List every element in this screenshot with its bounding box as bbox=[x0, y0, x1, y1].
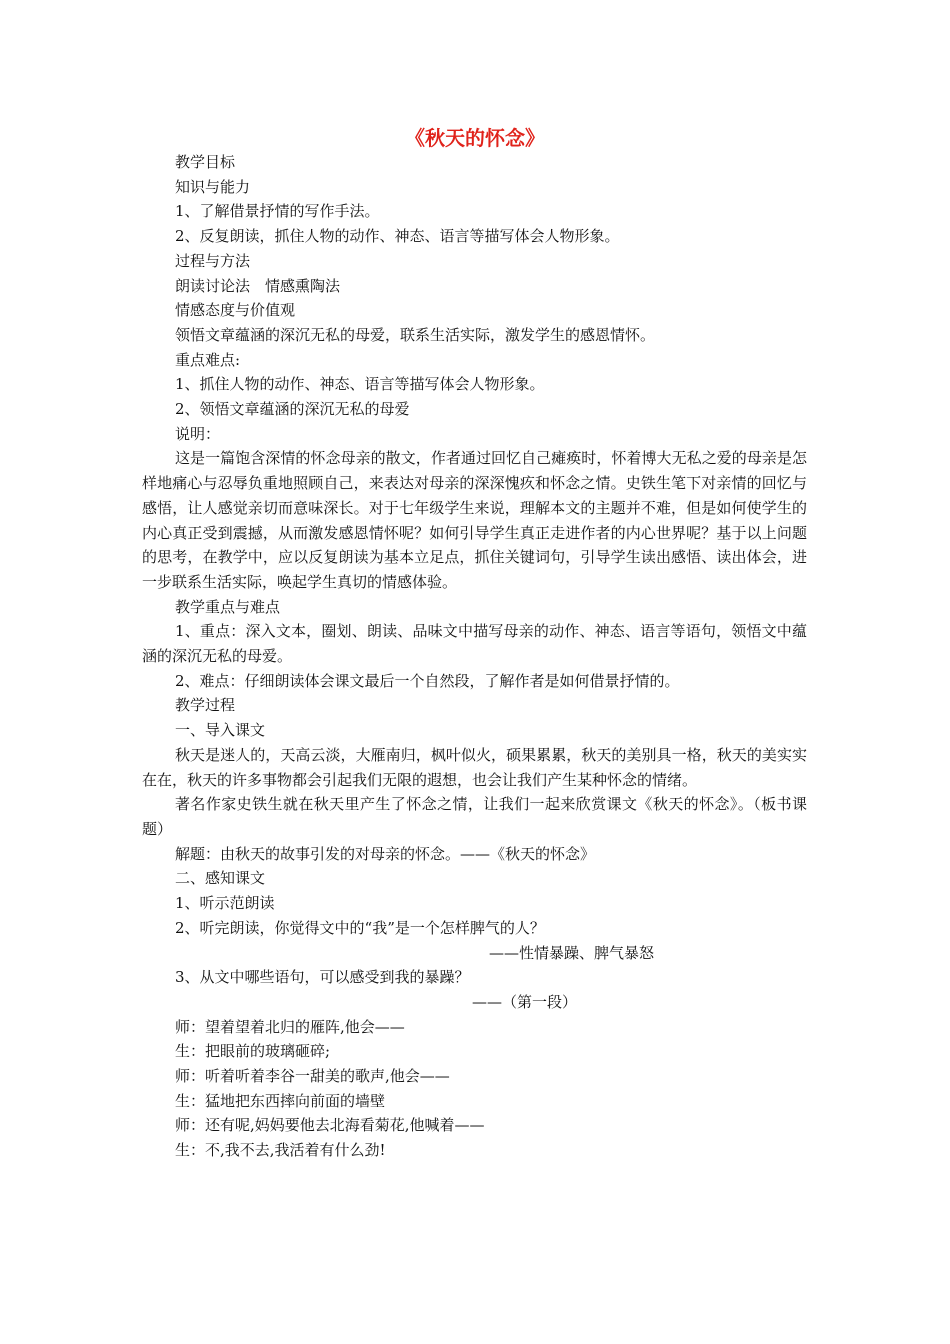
answer-line: ——性情暴躁、脾气暴怒 bbox=[488, 943, 654, 962]
answer-line: ——（第一段） bbox=[471, 992, 577, 1011]
heading-key-points: 重点难点: bbox=[175, 350, 241, 369]
heading-focus: 教学重点与难点 bbox=[175, 597, 281, 616]
heading-process: 教学过程 bbox=[175, 696, 236, 715]
section-heading: 一、导入课文 bbox=[175, 721, 266, 740]
paragraph: 朗读讨论法 情感熏陶法 bbox=[175, 276, 341, 295]
heading-explanation: 说明： bbox=[175, 424, 221, 443]
document-body bbox=[142, 150, 807, 1163]
paragraph: 解题：由秋天的故事引发的对母亲的怀念。——《秋天的怀念》 bbox=[175, 844, 596, 863]
paragraph: 这是一篇饱含深情的怀念母亲的散文，作者通过回忆自己瘫痪时，怀着博大无私之爱的母亲是怎样地痛心与忍辱负重地照顾自己，来表达对母亲的深深愧疚和怀念之情。史铁生笔下对亲情的回忆与感悟，让人感觉亲切而意味深长。对于七年级学生来说，理解本文的主题并不难，但是如何使学生的内心真正受到震撼，从而激发感恩情怀呢？如何引导学生真正走进作者的内心世界呢？基于以上问题的思考，在教学中，应以反复朗读为基本立足点，抓住关键词句，引导学生读出感悟、读出体会，进一步联系生活实际，唤起学生真切的情感体验。 bbox=[142, 449, 807, 591]
subheading-knowledge: 知识与能力 bbox=[175, 177, 251, 196]
dialogue-line: 师：听着听着李谷一甜美的歌声,他会—— bbox=[175, 1067, 450, 1086]
dialogue-line: 师：还有呢,妈妈要他去北海看菊花,他喊着—— bbox=[175, 1116, 485, 1135]
subheading-process: 过程与方法 bbox=[175, 251, 251, 270]
list-item: 2、听完朗读，你觉得文中的“我”是一个怎样脾气的人？ bbox=[175, 918, 545, 937]
dialogue-line: 师：望着望着北归的雁阵,他会—— bbox=[175, 1017, 405, 1036]
list-item: 1、重点：深入文本，圈划、朗读、品味文中描写母亲的动作、神态、语言等语句，领悟文中蕴涵的深沉无私的母爱。 bbox=[142, 622, 807, 666]
list-item: 2、领悟文章蕴涵的深沉无私的母爱 bbox=[175, 400, 410, 419]
document-title: 《秋天的怀念》 bbox=[405, 126, 545, 150]
paragraph: 领悟文章蕴涵的深沉无私的母爱，联系生活实际，激发学生的感恩情怀。 bbox=[175, 325, 656, 344]
section-heading: 二、感知课文 bbox=[175, 869, 266, 888]
dialogue-line: 生：不,我不去,我活着有什么劲! bbox=[175, 1141, 386, 1160]
list-item: 1、抓住人物的动作、神态、语言等描写体会人物形象。 bbox=[175, 375, 545, 394]
list-item: 2、难点：仔细朗读体会课文最后一个自然段，了解作者是如何借景抒情的。 bbox=[175, 671, 680, 690]
list-item: 1、了解借景抒情的写作手法。 bbox=[175, 202, 380, 221]
list-item: 3、从文中哪些语句，可以感受到我的暴躁？ bbox=[175, 968, 470, 987]
list-item: 1、听示范朗读 bbox=[175, 894, 275, 913]
heading-teaching-goals: 教学目标 bbox=[175, 153, 236, 171]
dialogue-line: 生：把眼前的玻璃砸碎; bbox=[175, 1042, 331, 1061]
paragraph: 秋天是迷人的，天高云淡，大雁南归，枫叶似火，硕果累累，秋天的美别具一格，秋天的美实实在在，秋天的许多事物都会引起我们无限的遐想，也会让我们产生某种怀念的情绪。 bbox=[142, 745, 807, 789]
subheading-attitude: 情感态度与价值观 bbox=[175, 301, 296, 320]
dialogue-line: 生：猛地把东西摔向前面的墙壁 bbox=[175, 1091, 386, 1110]
list-item: 2、反复朗读，抓住人物的动作、神态、语言等描写体会人物形象。 bbox=[175, 227, 620, 246]
paragraph: 著名作家史铁生就在秋天里产生了怀念之情，让我们一起来欣赏课文《秋天的怀念》。（板书课题） bbox=[142, 795, 807, 838]
